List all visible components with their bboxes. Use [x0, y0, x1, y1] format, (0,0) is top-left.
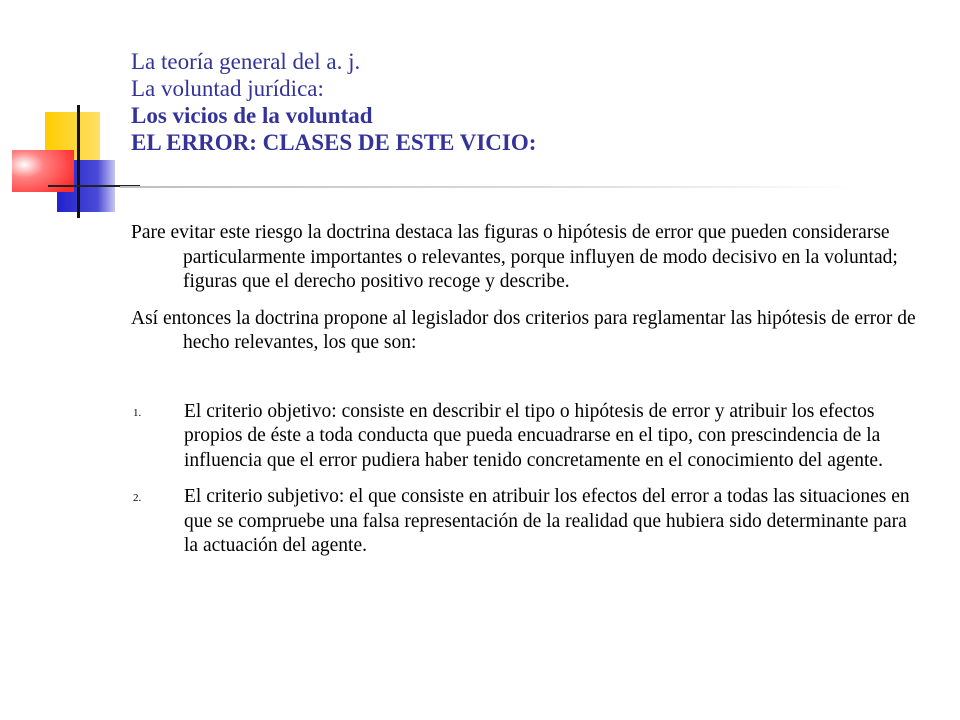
list-item-1-text: El criterio objetivo: consiste en describir el tipo o hipótesis de error y atribuir los efectos propios de éste a toda conducta que pueda encuadrarse en el tipo, con prescindencia de la influencia que el error pudiera haber tenido concretamente en el conocimiento del agente.: [184, 400, 883, 471]
list-item-1: [131, 400, 921, 474]
decorative-squares-graphic: [0, 0, 140, 230]
title-line-1: La teoría general del a. j.: [131, 49, 361, 74]
body-paragraph-2: Así entonces la doctrina propone al legislador dos criterios para reglamentar las hipótesis de error de hecho relevantes, los que son:: [131, 307, 916, 353]
title-line-2: La voluntad jurídica:: [131, 76, 324, 101]
body-paragraph-1: Pare evitar este riesgo la doctrina destaca las figuras o hipótesis de error que pueden considerarse particularmente importantes o relevantes, porque influyen de modo decisivo en la voluntad; figuras que el derecho positivo recoge y describe.: [131, 222, 898, 292]
slide-body: [131, 221, 921, 559]
title-line-3: Los vicios de la voluntad: [131, 103, 373, 128]
title-underline: [120, 186, 860, 188]
list-item-2: [131, 485, 921, 559]
list-item-1-number: 1.: [133, 406, 142, 419]
list-item-2-number: 2.: [133, 492, 142, 504]
slide-title: [131, 48, 931, 156]
title-line-4: EL ERROR: CLASES DE ESTE VICIO:: [131, 130, 537, 155]
vertical-bar: [77, 105, 80, 218]
list-item-2-text: El criterio subjetivo: el que consiste en atribuir los efectos del error a todas las situaciones en que se compruebe una falsa representación de la realidad que hubiera sido determinante para la actuación del agente.: [184, 486, 910, 556]
